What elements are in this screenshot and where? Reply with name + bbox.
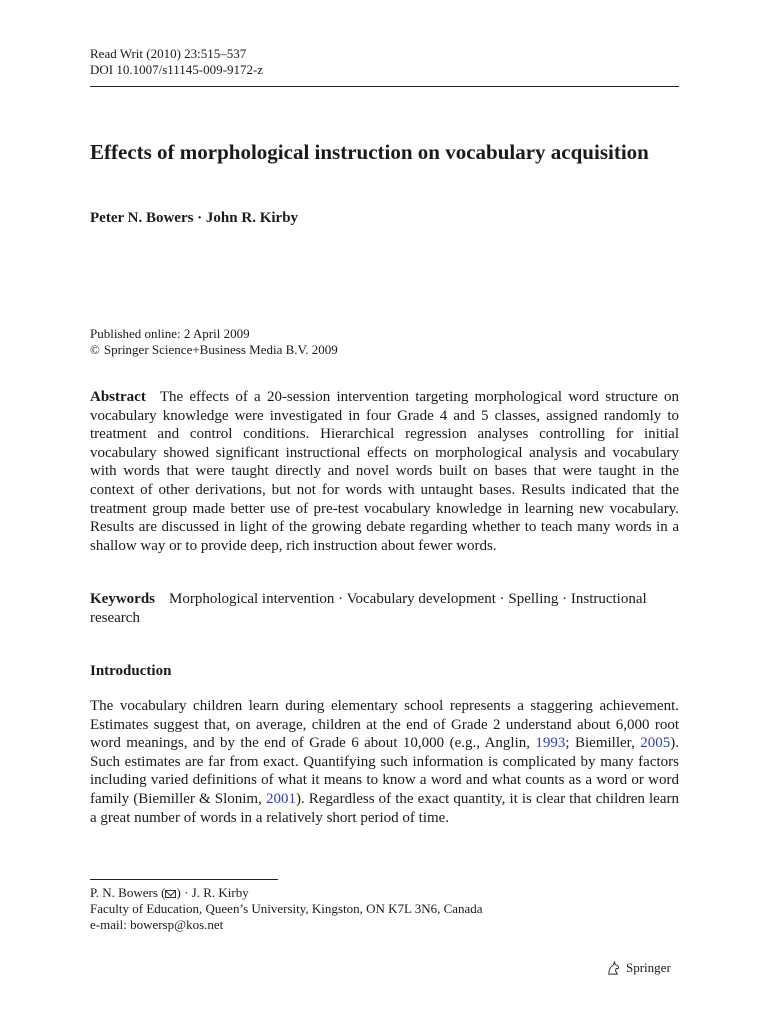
author-footnote — [90, 885, 483, 933]
citation-link-biemiller-slonim[interactable]: 2001 — [265, 790, 296, 807]
keywords-text: Morphological intervention · Vocabulary development · Spelling · Instructional research — [90, 591, 647, 626]
springer-horse-icon — [606, 961, 621, 976]
intro-text-4: ). Regardless of the exact quantity, it is clear that children learn a great number of words in a relatively short period of time. — [90, 790, 679, 826]
journal-header — [90, 46, 263, 78]
copyright-line — [90, 342, 338, 358]
publisher-name: Springer — [626, 960, 671, 975]
intro-text-1: The vocabulary children learn during elementary school represents a staggering achievement. Estimates suggest that, on average, children at the end of Grade 2 understand about 6,000 root word meanings, and by the end of Grade 6 about 10,000 (e.g., Anglin, — [90, 698, 679, 752]
intro-text-2: ; Biemiller, — [565, 735, 641, 752]
paper-title: Effects of morphological instruction on vocabulary acquisition — [90, 140, 649, 164]
author-list: Peter N. Bowers · John R. Kirby — [90, 210, 299, 226]
introduction-paragraph — [90, 697, 679, 827]
keywords — [90, 590, 679, 627]
affiliation: Faculty of Education, Queen’s University, Kingston, ON K7L 3N6, Canada — [90, 901, 483, 916]
published-date: Published online: 2 April 2009 — [90, 326, 250, 341]
keywords-label: Keywords — [90, 591, 155, 607]
header-divider — [90, 86, 679, 87]
abstract-label: Abstract — [90, 389, 146, 405]
publisher-logo — [606, 960, 671, 976]
envelope-icon — [165, 890, 176, 898]
intro-text-3: ). Such estimates are far from exact. Quantifying such information is complicated by many factors including varied definitions of what it means to know a word and what counts as a word or word family (Biemiller & Slonim, — [90, 735, 679, 807]
journal-citation: Read Writ (2010) 23:515–537 — [90, 46, 247, 61]
email[interactable]: e-mail: bowersp@kos.net — [90, 917, 224, 932]
doi: DOI 10.1007/s11145-009-9172-z — [90, 62, 264, 77]
footnote-authors — [90, 885, 483, 901]
publication-info — [90, 326, 338, 358]
citation-link-anglin[interactable]: 1993 — [535, 735, 566, 752]
copyright-text: Springer Science+Business Media B.V. 2009 — [103, 342, 338, 357]
footnote-author1: P. N. Bowers ( — [90, 885, 166, 900]
citation-link-biemiller[interactable]: 2005 — [640, 735, 671, 752]
footnote-divider — [90, 879, 278, 880]
footnote-author2: ) · J. R. Kirby — [176, 885, 249, 900]
section-heading-introduction: Introduction — [90, 663, 172, 679]
copyright-symbol: © — [90, 342, 100, 357]
abstract — [90, 388, 679, 555]
abstract-text: The effects of a 20-session intervention targeting morphological word structure on vocabulary knowledge were investigated in four Grade 4 and 5 classes, assigned randomly to treatment and control conditions. Hierarchical regression analyses controlling for initial vocabulary showed significant instructional effects on morphological analysis and vocabulary with words that were taught directly and novel words built on bases that were taught in the context of other derivations, but not for words with untaught bases. Results indicated that the treatment group made better use of pre-test vocabulary knowledge in learning new vocabulary. Results are discussed in light of the growing debate regarding whether to teach many words in a shallow way or to provide deep, rich instruction about fewer words. — [90, 389, 679, 554]
